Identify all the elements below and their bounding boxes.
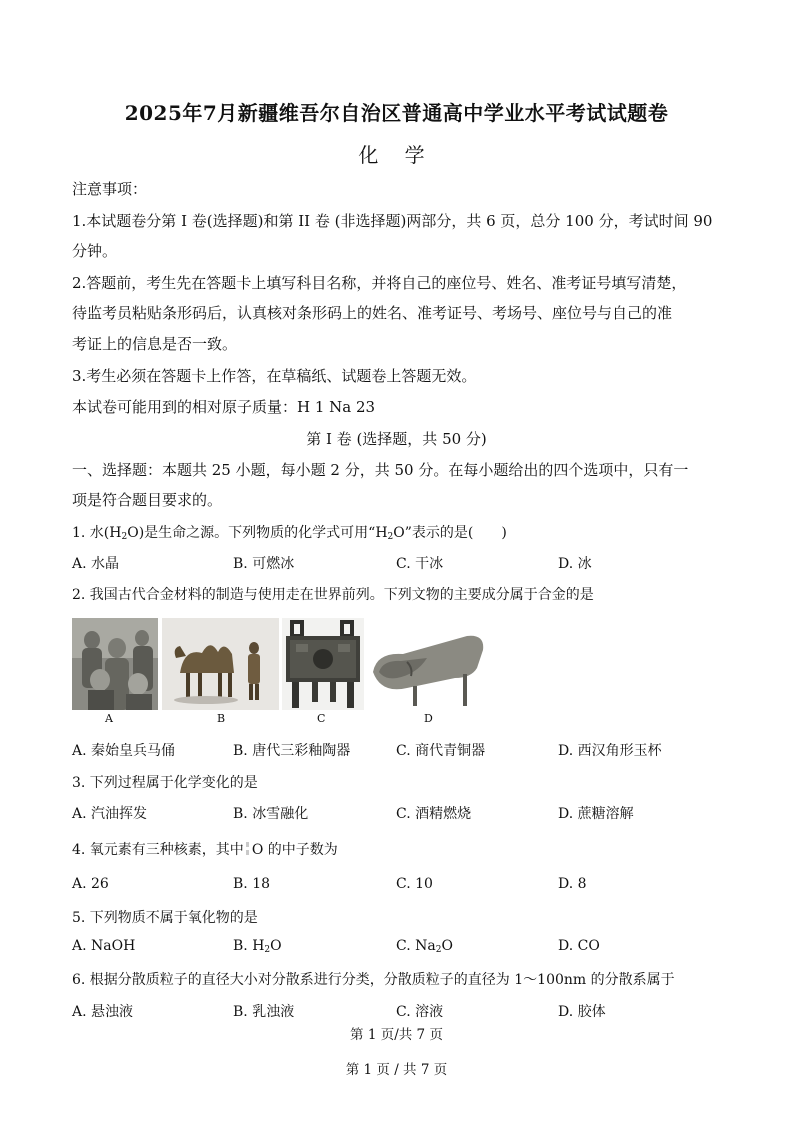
question-2-option-c: C. 商代青铜器 — [396, 743, 486, 759]
question-6-stem: 6. 根据分散质粒子的直径大小对分散系进行分类，分散质粒子的直径为 1～100nm 的分散系属于 — [72, 972, 675, 988]
page-footer-inner: 第 1 页/共 7 页 — [350, 1027, 443, 1043]
notice-item-1-line-2: 分钟。 — [72, 242, 118, 260]
shang-bronze-ding-image — [282, 618, 364, 710]
atomic-mass-line: 本试卷可能用到的相对原子质量：H 1 Na 23 — [72, 398, 376, 416]
question-4-option-d: D. 8 — [558, 876, 587, 892]
question-5-option-c: C. $Na_2O$ — [396, 938, 453, 955]
subject-title: 化 学 — [358, 143, 435, 167]
question-4-stem: 4. 氧元素有三种核素，其中 O 的中子数为 — [72, 842, 338, 858]
question-3-option-a: A. 汽油挥发 — [72, 806, 148, 822]
page-footer-outer: 第 1 页 / 共 7 页 — [345, 1062, 448, 1078]
notice-item-2-line-3: 考证上的信息是否一致。 — [72, 335, 238, 353]
question-2-stem: 2. 我国古代合金材料的制造与使用走在世界前列。下列文物的主要成分属于合金的是 — [72, 587, 594, 603]
image-label-a: A — [105, 712, 113, 725]
question-2-option-b: B. 唐代三彩釉陶器 — [233, 743, 351, 759]
question-6-option-a: A. 悬浊液 — [72, 1004, 134, 1020]
question-1-option-b: B. 可燃冰 — [233, 556, 295, 572]
question-4-option-c: C. 10 — [396, 876, 433, 892]
image-label-c: C — [317, 712, 326, 725]
question-5-stem: 5. 下列物质不属于氧化物的是 — [72, 910, 258, 926]
section-1-intro-line-2: 项是符合题目要求的。 — [72, 491, 223, 509]
notice-item-2-line-2: 待监考员粘贴条形码后，认真核对条形码上的姓名、准考证号、考场号、座位号与自己的准 — [72, 304, 673, 322]
question-3-stem: 3. 下列过程属于化学变化的是 — [72, 775, 258, 791]
image-label-d: D — [424, 712, 433, 725]
question-5-option-a: A. NaOH — [72, 938, 136, 954]
question-6-option-b: B. 乳浊液 — [233, 1004, 295, 1020]
question-5-option-b: B. $H_2O$ — [233, 938, 282, 955]
question-3-option-c: C. 酒精燃烧 — [396, 806, 472, 822]
question-1-option-a: A. 水晶 — [72, 556, 120, 572]
question-2-option-a: A. 秦始皇兵马俑 — [72, 743, 176, 759]
question-4-option-b: B. 18 — [233, 876, 271, 892]
question-3-option-d: D. 蔗糖溶解 — [558, 806, 634, 822]
notice-item-3: 3.考生必须在答题卡上作答，在草稿纸、试题卷上答题无效。 — [72, 367, 477, 385]
question-1-stem: 1. 水$(H_2O)$是生命之源。下列物质的化学式可用“$H_2O$”表示的是( ) — [72, 525, 507, 542]
question-4-option-a: A. 26 — [72, 876, 109, 892]
tang-sancai-camel-image — [162, 618, 279, 710]
image-label-b: B — [217, 712, 226, 725]
section-1-heading: 第 I 卷 (选择题，共 50 分) — [306, 430, 487, 448]
exam-title: 2025年7月新疆维吾尔自治区普通高中学业水平考试试题卷 — [124, 101, 669, 125]
question-1-option-c: C. 干冰 — [396, 556, 444, 572]
question-6-option-d: D. 胶体 — [558, 1004, 606, 1020]
han-jade-rhyton-image — [367, 628, 490, 710]
question-6-option-c: C. 溶液 — [396, 1004, 444, 1020]
question-3-option-b: B. 冰雪融化 — [233, 806, 309, 822]
question-5-option-d: D. CO — [558, 938, 600, 954]
nuclide-notation-icon — [244, 841, 252, 857]
notice-item-1-line-1: 1.本试题卷分第 I 卷(选择题)和第 II 卷 (非选择题)两部分，共 6 页，总分 100 分，考试时间 90 — [72, 212, 713, 230]
notice-item-2-line-1: 2.答题前，考生先在答题卡上填写科目名称，并将自己的座位号、姓名、准考证号填写清楚， — [72, 274, 687, 292]
notice-heading: 注意事项： — [72, 180, 148, 198]
question-1-option-d: D. 冰 — [558, 556, 592, 572]
terracotta-warriors-image — [72, 618, 158, 710]
section-1-intro-line-1: 一、选择题：本题共 25 小题，每小题 2 分，共 50 分。在每小题给出的四个选项中，只有一 — [72, 461, 689, 479]
question-2-option-d: D. 西汉角形玉杯 — [558, 743, 662, 759]
